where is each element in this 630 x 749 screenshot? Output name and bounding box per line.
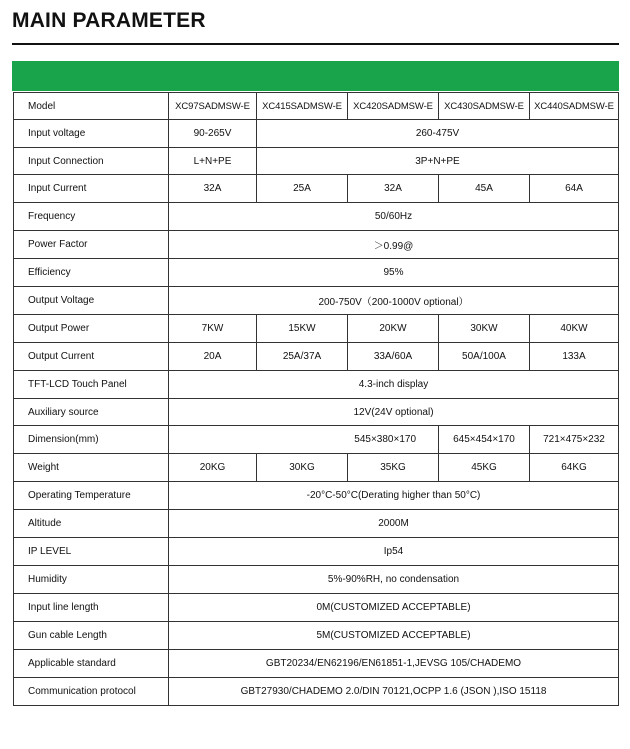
value-cell: 4.3-inch display — [169, 371, 619, 399]
value-cell: 20A — [169, 343, 257, 371]
value-cell: 2000M — [169, 510, 619, 538]
label-frequency: Frequency — [14, 203, 169, 231]
label-auxiliary-source: Auxiliary source — [14, 399, 169, 426]
value-cell: 33A/60A — [348, 343, 439, 371]
model-cell: XC440SADMSW-E — [530, 93, 619, 120]
value-cell: GBT27930/CHADEMO 2.0/DIN 70121,OCPP 1.6 (JSON ),ISO 15118 — [169, 678, 619, 706]
label-weight: Weight — [14, 454, 169, 482]
value-cell: 5M(CUSTOMIZED ACCEPTABLE) — [169, 622, 619, 650]
row-operating-temperature — [14, 482, 619, 510]
value-cell: 30KG — [257, 454, 348, 482]
value-cell: Ip54 — [169, 538, 619, 566]
row-auxiliary-source — [14, 399, 619, 426]
value-cell: 260-475V — [257, 120, 619, 148]
label-input-line-length: Input line length — [14, 594, 169, 622]
row-input-connection — [14, 148, 619, 175]
value-cell: L+N+PE — [169, 148, 257, 175]
label-output-power: Output Power — [14, 315, 169, 343]
row-altitude — [14, 510, 619, 538]
label-dimension: Dimension(mm) — [14, 426, 169, 454]
row-weight — [14, 454, 619, 482]
label-gun-cable-length: Gun cable Length — [14, 622, 169, 650]
label-output-current: Output Current — [14, 343, 169, 371]
model-cell: XC97SADMSW-E — [169, 93, 257, 120]
value-cell: GBT20234/EN62196/EN61851-1,JEVSG 105/CHADEMO — [169, 650, 619, 678]
value-cell: 645×454×170 — [439, 426, 530, 454]
row-input-line-length — [14, 594, 619, 622]
label-ip-level: IP LEVEL — [14, 538, 169, 566]
model-cell: XC420SADMSW-E — [348, 93, 439, 120]
title-underline — [12, 43, 619, 45]
value-cell: 545×380×170 — [169, 426, 439, 454]
row-applicable-standard — [14, 650, 619, 678]
row-output-power — [14, 315, 619, 343]
header-band — [12, 61, 619, 91]
value-cell: 25A — [257, 175, 348, 203]
row-input-voltage — [14, 120, 619, 148]
value-cell: 32A — [348, 175, 439, 203]
value-cell: 721×475×232 — [530, 426, 619, 454]
row-output-voltage — [14, 287, 619, 315]
value-cell: 45A — [439, 175, 530, 203]
label-efficiency: Efficiency — [14, 259, 169, 287]
label-tft-lcd: TFT-LCD Touch Panel — [14, 371, 169, 399]
value-cell: 5%-90%RH, no condensation — [169, 566, 619, 594]
value-cell: 20KW — [348, 315, 439, 343]
row-power-factor — [14, 231, 619, 259]
model-cell: XC415SADMSW-E — [257, 93, 348, 120]
label-applicable-standard: Applicable standard — [14, 650, 169, 678]
value-cell: 7KW — [169, 315, 257, 343]
row-output-current — [14, 343, 619, 371]
value-cell: 200-750V（200-1000V optional） — [169, 287, 619, 315]
label-input-current: Input Current — [14, 175, 169, 203]
value-cell: 35KG — [348, 454, 439, 482]
row-efficiency — [14, 259, 619, 287]
value-cell: 20KG — [169, 454, 257, 482]
value-cell: 32A — [169, 175, 257, 203]
row-dimension — [14, 426, 619, 454]
row-ip-level — [14, 538, 619, 566]
model-cell: XC430SADMSW-E — [439, 93, 530, 120]
row-gun-cable-length — [14, 622, 619, 650]
value-cell: 15KW — [257, 315, 348, 343]
row-tft-lcd — [14, 371, 619, 399]
value-cell: 50A/100A — [439, 343, 530, 371]
value-cell: ＞0.99@ — [169, 231, 619, 259]
value-cell: -20°C-50°C(Derating higher than 50°C) — [169, 482, 619, 510]
label-model: Model — [14, 93, 169, 120]
label-communication-protocol: Communication protocol — [14, 678, 169, 706]
label-humidity: Humidity — [14, 566, 169, 594]
row-humidity — [14, 566, 619, 594]
value-cell: 12V(24V optional) — [169, 399, 619, 426]
label-input-connection: Input Connection — [14, 148, 169, 175]
value-cell: 64KG — [530, 454, 619, 482]
value-cell: 40KW — [530, 315, 619, 343]
row-model — [14, 93, 619, 120]
label-input-voltage: Input voltage — [14, 120, 169, 148]
value-cell: 45KG — [439, 454, 530, 482]
value-cell: 0M(CUSTOMIZED ACCEPTABLE) — [169, 594, 619, 622]
value-cell: 90-265V — [169, 120, 257, 148]
label-altitude: Altitude — [14, 510, 169, 538]
value-cell: 50/60Hz — [169, 203, 619, 231]
value-cell: 25A/37A — [257, 343, 348, 371]
parameter-table — [13, 92, 619, 706]
page-title: MAIN PARAMETER — [12, 9, 206, 32]
value-cell: 3P+N+PE — [257, 148, 619, 175]
value-cell: 95% — [169, 259, 619, 287]
label-operating-temperature: Operating Temperature — [14, 482, 169, 510]
value-cell: 30KW — [439, 315, 530, 343]
row-input-current — [14, 175, 619, 203]
row-frequency — [14, 203, 619, 231]
label-output-voltage: Output Voltage — [14, 287, 169, 315]
label-power-factor: Power Factor — [14, 231, 169, 259]
row-communication-protocol — [14, 678, 619, 706]
value-cell: 64A — [530, 175, 619, 203]
value-cell: 133A — [530, 343, 619, 371]
